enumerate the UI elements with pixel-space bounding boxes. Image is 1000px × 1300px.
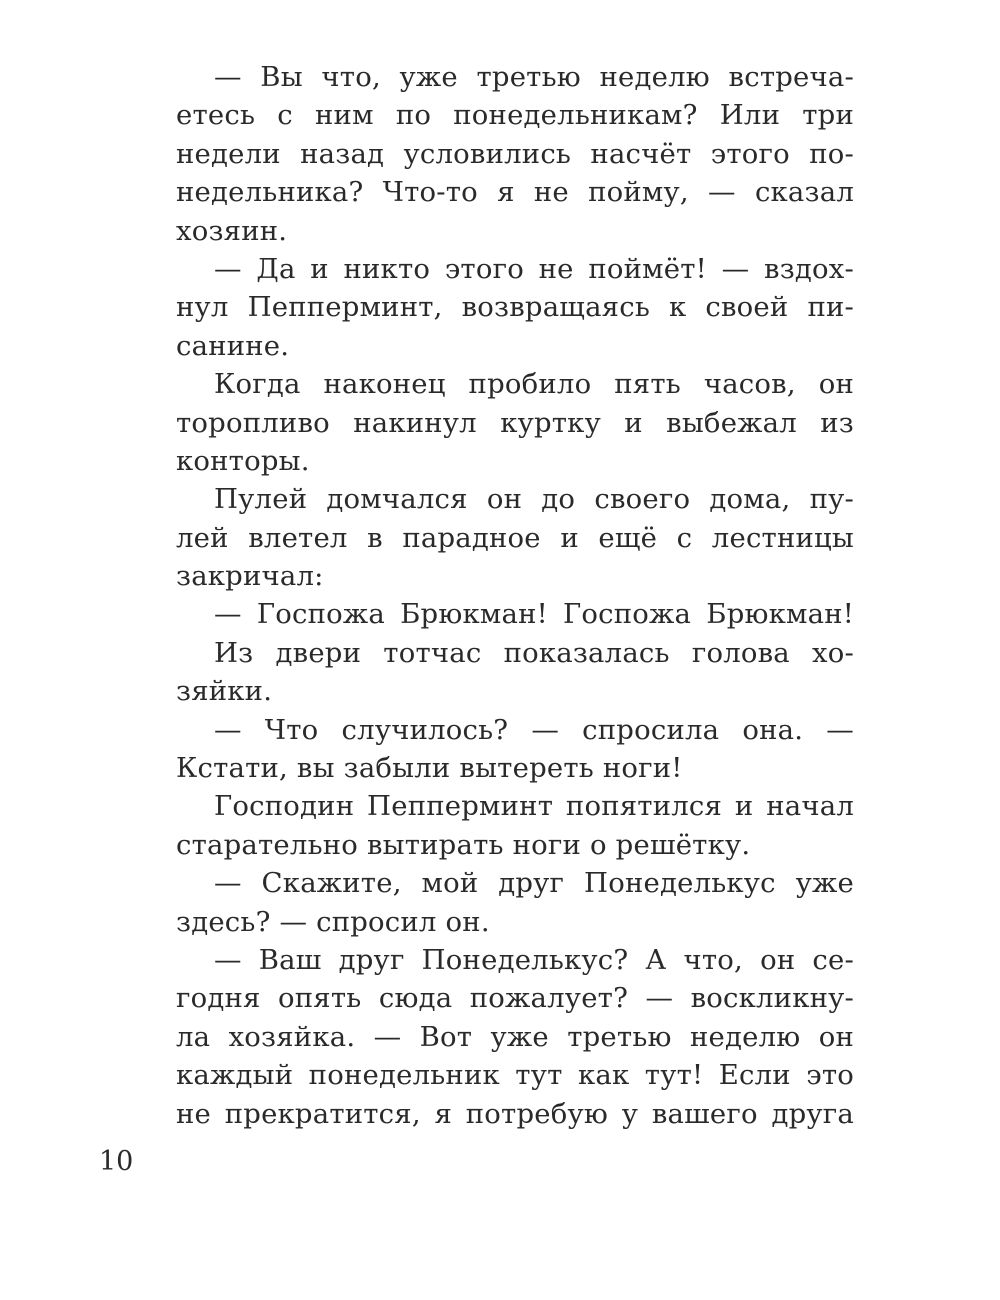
text-line: каждый понедельник тут как тут! Если это: [176, 1059, 854, 1092]
text-line: конторы.: [176, 444, 310, 477]
text-line: закричал:: [176, 560, 324, 593]
text-line: санине.: [176, 329, 290, 362]
text-line: торопливо накинул куртку и выбежал из: [176, 406, 854, 439]
text-line: старательно вытирать ноги о решётку.: [176, 828, 751, 861]
text-line: — Госпожа Брюкман! Госпожа Брюкман!: [214, 598, 854, 631]
text-line: — Что случилось? — спросила она. —: [214, 713, 854, 746]
text-line: лей влетел в парадное и ещё с лестницы: [176, 521, 854, 554]
text-line: не прекратится, я потребую у вашего друга: [176, 1097, 854, 1130]
text-line: хозяин.: [176, 214, 288, 247]
text-line: недели назад условились насчёт этого по-: [176, 137, 854, 170]
text-line: етесь с ним по понедельникам? Или три: [176, 99, 854, 132]
text-line: годня опять сюда пожалует? — воскликну-: [176, 982, 854, 1015]
text-line: ла хозяйка. — Вот уже третью неделю он: [176, 1020, 854, 1053]
text-line: Кстати, вы забыли вытереть ноги!: [176, 752, 683, 785]
text-line: Пулей домчался он до своего дома, пу-: [214, 483, 854, 516]
text-line: нул Пепперминт, возвращаясь к своей пи-: [176, 291, 854, 324]
body-text: [176, 58, 854, 1133]
text-line: недельника? Что-то я не пойму, — сказал: [176, 176, 854, 209]
text-line: здесь? — спросил он.: [176, 905, 490, 938]
text-line: — Да и никто этого не поймёт! — вздох-: [214, 252, 854, 285]
text-line: Господин Пепперминт попятился и начал: [214, 790, 854, 823]
text-line: — Ваш друг Понеделькус? А что, он се-: [214, 943, 854, 976]
text-line: Когда наконец пробило пять часов, он: [214, 368, 854, 401]
text-line: — Вы что, уже третью неделю встреча-: [214, 61, 854, 93]
text-line: — Скажите, мой друг Понеделькус уже: [214, 867, 854, 900]
text-line: Из двери тотчас показалась голова хо-: [214, 636, 854, 669]
text-line: зяйки.: [176, 675, 273, 708]
page-number: 10: [99, 1146, 134, 1177]
